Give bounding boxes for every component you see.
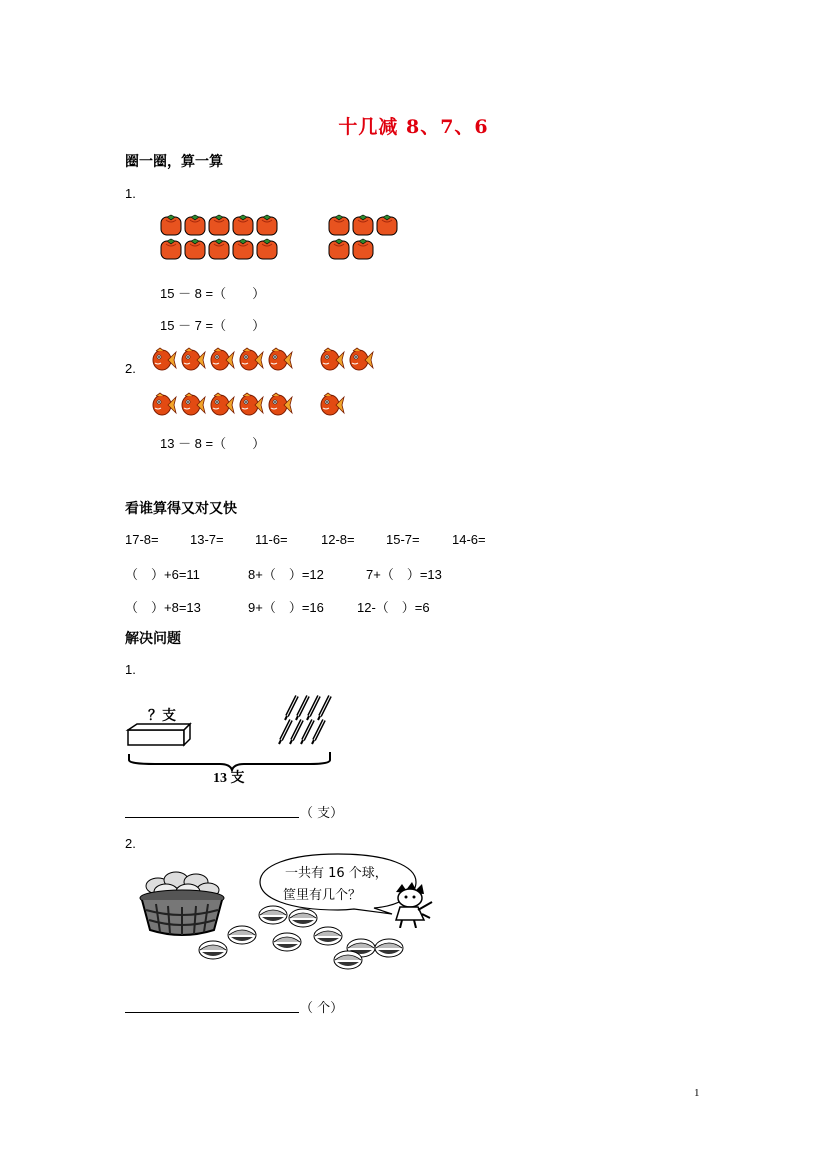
tomato-icon bbox=[376, 214, 398, 236]
total-count-label: 13 支 bbox=[213, 771, 245, 786]
speech-line-2: 筐里有几个？ bbox=[283, 888, 362, 903]
calc-item: 9+（ ）=16 bbox=[248, 600, 324, 615]
calc-item: 14-6= bbox=[452, 532, 486, 547]
fish-icon bbox=[347, 347, 374, 373]
tomato-group-left bbox=[160, 214, 280, 260]
fish-group-left-bottom bbox=[150, 392, 295, 418]
unit-label: （ 个） bbox=[300, 1001, 344, 1016]
equation-15-8: 15 － 8 =（ ） bbox=[160, 286, 266, 301]
calc-item: 8+（ ）=12 bbox=[248, 567, 324, 582]
pencil-icon bbox=[318, 696, 330, 720]
tomato-icon bbox=[232, 214, 254, 236]
calc-item: 11-6= bbox=[255, 532, 288, 547]
pencil-icon bbox=[296, 696, 308, 720]
fish-group-right-top bbox=[318, 347, 376, 373]
fish-icon bbox=[208, 347, 235, 373]
ball-icon bbox=[272, 932, 302, 950]
pencil-icon bbox=[312, 720, 324, 744]
calc-item: 17-8= bbox=[125, 532, 159, 547]
fish-icon bbox=[179, 392, 206, 418]
ball-icon bbox=[227, 925, 257, 943]
question-number: 2. bbox=[125, 361, 136, 376]
fish-icon bbox=[266, 347, 293, 373]
question-number: 1. bbox=[125, 662, 136, 677]
fish-group-right-bottom bbox=[318, 392, 347, 418]
ball-icon bbox=[198, 940, 228, 958]
tomato-icon bbox=[256, 238, 278, 260]
answer-line[interactable] bbox=[125, 817, 299, 818]
tomato-icon bbox=[232, 238, 254, 260]
equation-13-8: 13 － 8 =（ ） bbox=[160, 436, 266, 451]
calc-item: 12-8= bbox=[321, 532, 355, 547]
fish-group-left-top bbox=[150, 347, 295, 373]
page-number: 1 bbox=[694, 1087, 700, 1099]
tomato-icon bbox=[184, 238, 206, 260]
unknown-count-label: ？支 bbox=[148, 709, 176, 724]
ball-icon bbox=[374, 938, 404, 956]
calc-item: 13-7= bbox=[190, 532, 224, 547]
tomato-icon bbox=[208, 214, 230, 236]
tomato-icon bbox=[256, 214, 278, 236]
ball-icon bbox=[333, 950, 363, 968]
basket-of-balls bbox=[136, 864, 228, 944]
pencil-icon bbox=[301, 720, 313, 744]
fish-icon bbox=[237, 392, 264, 418]
calc-item: 12-（ ）=6 bbox=[357, 600, 430, 615]
tomato-icon bbox=[328, 238, 350, 260]
calc-item: （ ）+6=11 bbox=[125, 567, 200, 582]
tomato-icon bbox=[328, 214, 350, 236]
child-figure bbox=[388, 882, 436, 932]
answer-line[interactable] bbox=[125, 1012, 299, 1013]
tomato-icon bbox=[160, 214, 182, 236]
ball-icon bbox=[288, 908, 318, 926]
fish-icon bbox=[237, 347, 264, 373]
question-number: 1. bbox=[125, 186, 136, 201]
pencil-icon bbox=[307, 696, 319, 720]
tomato-icon bbox=[184, 214, 206, 236]
pencil-icon bbox=[279, 720, 291, 744]
tomato-icon bbox=[352, 214, 374, 236]
pencil-icon bbox=[290, 720, 302, 744]
tomato-icon bbox=[160, 238, 182, 260]
question-number: 2. bbox=[125, 836, 136, 851]
fish-icon bbox=[208, 392, 235, 418]
section-heading-problem-solving: 解决问题 bbox=[125, 631, 181, 647]
ball-icon bbox=[313, 926, 343, 944]
fish-icon bbox=[179, 347, 206, 373]
equation-15-7: 15 － 7 =（ ） bbox=[160, 318, 266, 333]
fish-icon bbox=[150, 347, 177, 373]
fish-icon bbox=[318, 347, 345, 373]
speech-line-1: 一共有 16 个球， bbox=[285, 866, 388, 881]
fish-icon bbox=[150, 392, 177, 418]
unit-label: （ 支） bbox=[300, 806, 344, 821]
fish-icon bbox=[318, 392, 345, 418]
calc-item: 7+（ ）=13 bbox=[366, 567, 442, 582]
tomato-icon bbox=[352, 238, 374, 260]
pencil-icon bbox=[285, 696, 297, 720]
section-heading-circle-calc: 圈一圈，算一算 bbox=[125, 154, 223, 170]
fish-icon bbox=[266, 392, 293, 418]
calc-item: 15-7= bbox=[386, 532, 420, 547]
ball-icon bbox=[258, 905, 288, 923]
page-title: 十几减 8、7、6 bbox=[338, 116, 489, 138]
tomato-icon bbox=[208, 238, 230, 260]
calc-item: （ ）+8=13 bbox=[125, 600, 201, 615]
tomato-group-right bbox=[328, 214, 400, 260]
section-heading-quick-calc: 看谁算得又对又快 bbox=[125, 501, 237, 517]
